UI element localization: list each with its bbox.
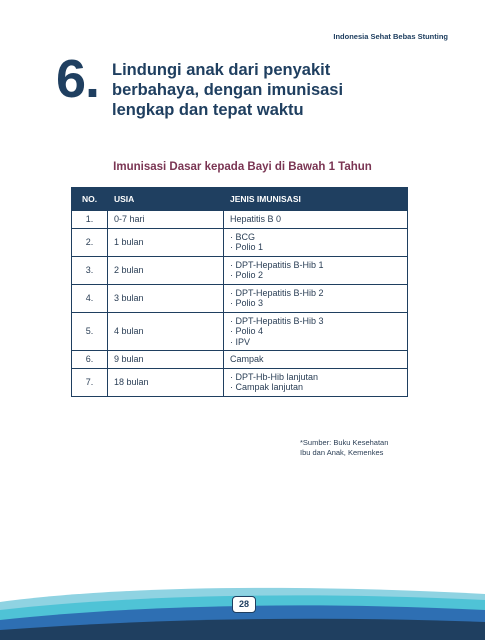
immunization-item: · Polio 2 (230, 270, 264, 280)
table-row (72, 368, 408, 396)
section-number: 6. (56, 49, 100, 109)
row-immunization-types (224, 211, 408, 229)
table-row (72, 312, 408, 351)
immunization-item: · DPT-Hepatitis B-Hib 3 (230, 315, 324, 326)
row-age: 3 bulan (108, 284, 224, 312)
immunization-item: · DPT-Hepatitis B-Hib 2 (230, 287, 324, 298)
row-number: 6. (72, 351, 108, 369)
row-immunization-types (224, 284, 408, 312)
row-number: 2. (72, 228, 108, 256)
row-age: 18 bulan (108, 368, 224, 396)
table-row (72, 284, 408, 312)
table-row (72, 351, 408, 369)
immunization-item: Campak (230, 354, 264, 364)
row-age: 2 bulan (108, 256, 224, 284)
row-number: 4. (72, 284, 108, 312)
source-line-2: Ibu dan Anak, Kemenkes (300, 448, 384, 457)
immunization-item: · Polio 4 (230, 326, 264, 336)
immunization-item: Hepatitis B 0 (230, 214, 282, 224)
row-age: 4 bulan (108, 312, 224, 351)
header-type: JENIS IMUNISASI (224, 188, 408, 211)
row-immunization-types (224, 256, 408, 284)
row-immunization-types (224, 351, 408, 369)
immunization-item: · DPT-Hepatitis B-Hib 1 (230, 259, 324, 270)
row-age: 1 bulan (108, 228, 224, 256)
row-immunization-types (224, 312, 408, 351)
row-immunization-types (224, 228, 408, 256)
header-no: NO. (72, 188, 108, 211)
immunization-item: · Polio 1 (230, 242, 264, 252)
immunization-item: · Polio 3 (230, 298, 264, 308)
header-tag: Indonesia Sehat Bebas Stunting (333, 32, 448, 41)
source-line-1: *Sumber: Buku Kesehatan (300, 438, 389, 447)
row-number: 5. (72, 312, 108, 351)
row-age: 9 bulan (108, 351, 224, 369)
immunization-item: · IPV (230, 336, 251, 347)
row-immunization-types (224, 368, 408, 396)
row-number: 3. (72, 256, 108, 284)
row-age: 0-7 hari (108, 211, 224, 229)
table-row (72, 211, 408, 229)
immunization-item: · BCG (230, 231, 256, 242)
table-header-row (72, 188, 408, 211)
page-number: 28 (232, 596, 256, 613)
immunization-item: · Campak lanjutan (230, 382, 304, 392)
source-note (300, 438, 440, 458)
row-number: 7. (72, 368, 108, 396)
header-age: USIA (108, 188, 224, 211)
immunization-item: · DPT-Hb-Hib lanjutan (230, 371, 319, 382)
row-number: 1. (72, 211, 108, 229)
table-row (72, 256, 408, 284)
table-row (72, 228, 408, 256)
section-title: Lindungi anak dari penyakit berbahaya, dengan imunisasi lengkap dan tepat waktu (112, 61, 344, 119)
table-title: Imunisasi Dasar kepada Bayi di Bawah 1 Tahun (113, 161, 372, 173)
immunization-table (71, 187, 408, 397)
